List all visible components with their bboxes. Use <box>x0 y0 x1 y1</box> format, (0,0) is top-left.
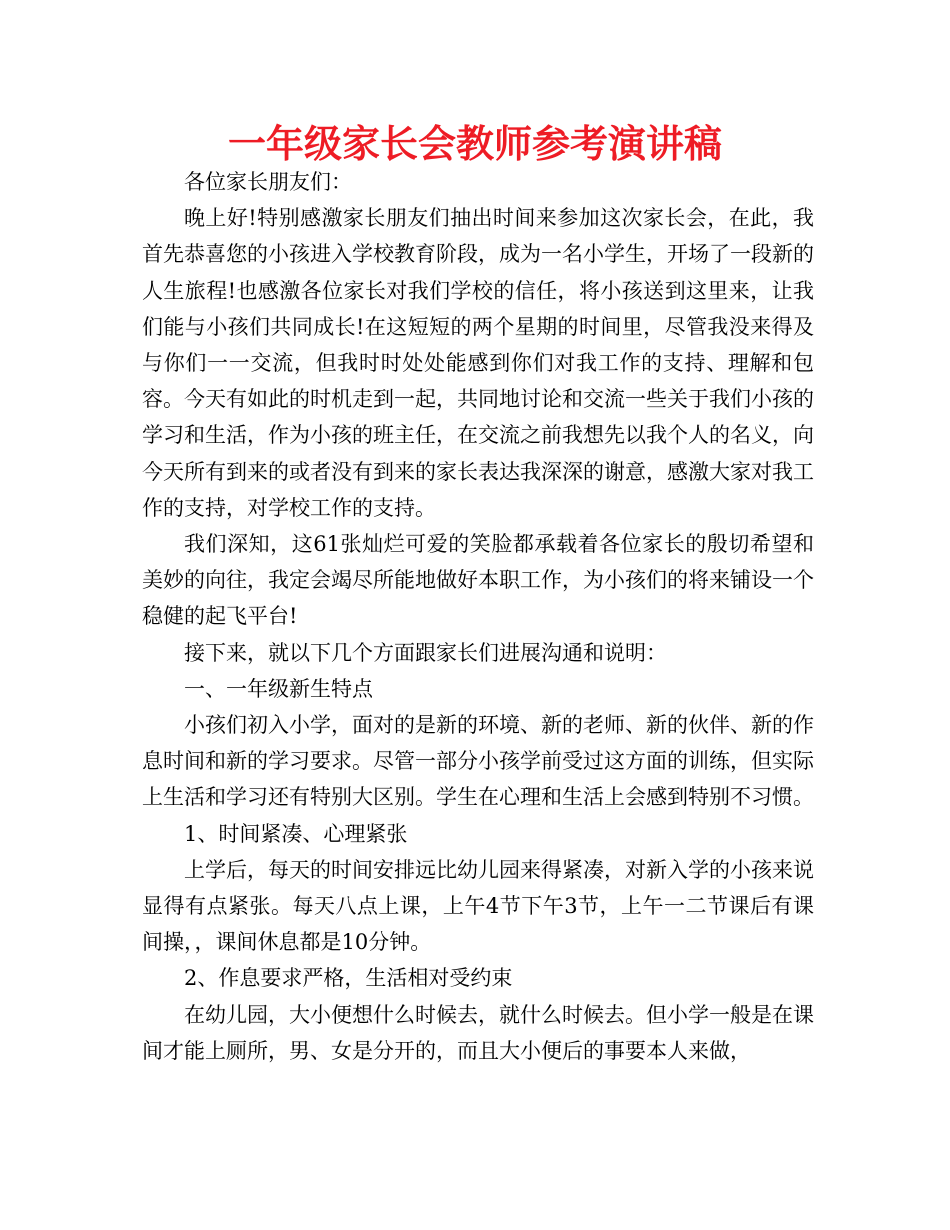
document-title: 一年级家长会教师参考演讲稿 <box>227 122 722 166</box>
paragraph-new-student-traits: 小孩们初入小学，面对的是新的环境、新的老师、新的伙伴、新的作息时间和新的学习要求。尽管一部分小孩学前受过这方面的训练，但实际上生活和学习还有特别大区别。学生在心理和生活上会感到特别不习惯。 <box>142 713 814 810</box>
document-body <box>142 164 814 1069</box>
paragraph-opening: 晚上好!特别感激家长朋友们抽出时间来参加这次家长会，在此，我首先恭喜您的小孩进入学校教育阶段，成为一名小学生，开场了一段新的人生旅程!也感激各位家长对我们学校的信任，将小孩送到这里来，让我们能与小孩们共同成长!在这短短的两个星期的时间里，尽管我没来得及与你们一一交流，但我时时处处能感到你们对我工作的支持、理解和包容。今天有如此的时机走到一起，共同地讨论和交流一些关于我们小孩的学习和生活，作为小孩的班主任，在交流之前我想先以我个人的名义，向今天所有到来的或者没有到来的家长表达我深深的谢意，感激大家对我工作的支持，对学校工作的支持。 <box>142 206 814 520</box>
subheading-1: 1、时间紧凑、心理紧张 <box>184 821 408 846</box>
paragraph-commitment: 我们深知，这61张灿烂可爱的笑脸都承载着各位家长的殷切希望和美妙的向往，我定会竭尽所能地做好本职工作，为小孩们的将来铺设一个稳健的起飞平台! <box>142 532 814 629</box>
paragraph-schedule: 上学后，每天的时间安排远比幼儿园来得紧凑，对新入学的小孩来说显得有点紧张。每天八点上课，上午4节下午3节，上午一二节课后有课间操，，课间休息都是10分钟。 <box>142 857 814 955</box>
paragraph-routine: 在幼儿园，大小便想什么时候去，就什么时候去。但小学一般是在课间才能上厕所，男、女是分开的，而且大小便后的事要本人来做， <box>142 1002 814 1063</box>
subheading-2: 2、作息要求严格，生活相对受约束 <box>184 966 513 991</box>
paragraph-transition: 接下来，就以下几个方面跟家长们进展沟通和说明： <box>184 640 667 665</box>
section-heading-1: 一、一年级新生特点 <box>184 676 373 701</box>
paragraph-greeting: 各位家长朋友们： <box>184 170 352 194</box>
